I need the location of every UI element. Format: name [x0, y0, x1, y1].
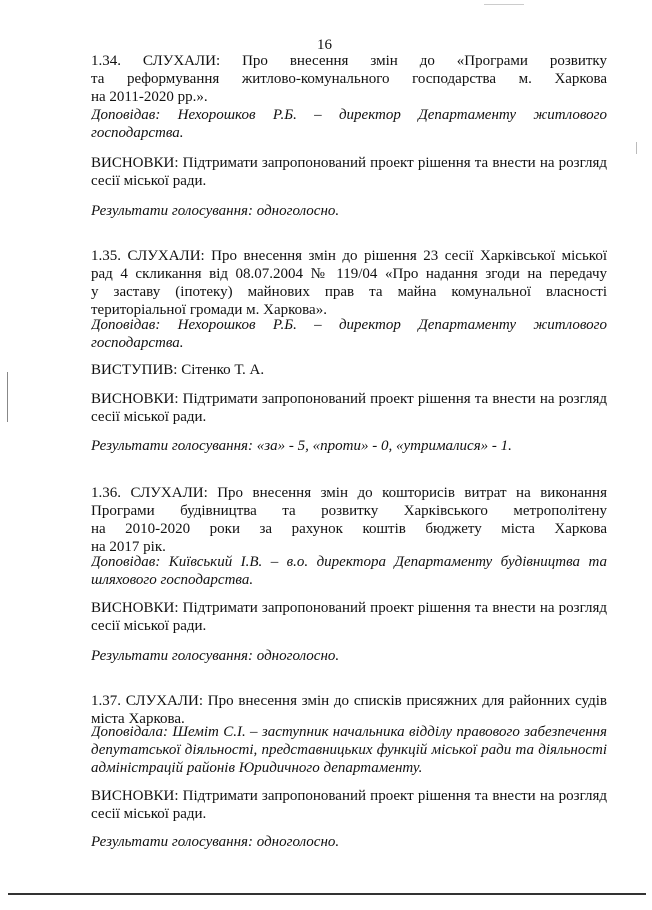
text-line: ВИСНОВКИ: Підтримати запропонований проект рішення та внести на розгляд — [91, 391, 607, 407]
vote-result — [91, 202, 607, 220]
text-line: господарства. — [91, 125, 184, 141]
text-line: ВИСНОВКИ: Підтримати запропонований проект рішення та внести на розгляд — [91, 155, 607, 171]
text-line: Результати голосування: одноголосно. — [91, 203, 340, 219]
text-line: територіальної громади м. Харкова». — [91, 302, 327, 318]
scan-margin-mark — [484, 4, 524, 5]
text-line: Доповідав: Нехорошков Р.Б. – директор Департаменту житлового — [91, 107, 607, 123]
vote-result — [91, 647, 607, 665]
text-line: депутатської діяльності, представницьких функцій міської ради та діяльності — [91, 742, 607, 758]
scan-margin-mark — [636, 142, 637, 154]
text-line: на 2010-2020 роки за рахунок коштів бюджету міста Харкова — [91, 521, 607, 537]
text-line: шляхового господарства. — [91, 572, 254, 588]
heard-text — [91, 247, 607, 319]
reporter-text — [91, 106, 607, 142]
text-line: на 2017 рік. — [91, 539, 166, 555]
text-line: адміністрацій районів Юридичного департаменту. — [91, 760, 423, 776]
text-line: сесії міської ради. — [91, 173, 207, 189]
text-line: ВИСНОВКИ: Підтримати запропонований проект рішення та внести на розгляд — [91, 600, 607, 616]
conclusion-text — [91, 787, 607, 823]
text-line: Результати голосування: одноголосно. — [91, 648, 340, 664]
page-number: 16 — [317, 37, 332, 53]
reporter-text — [91, 723, 607, 777]
text-line: 1.35. СЛУХАЛИ: Про внесення змін до рішення 23 сесії Харківської міської — [91, 248, 607, 264]
text-line: сесії міської ради. — [91, 618, 207, 634]
text-line: господарства. — [91, 335, 184, 351]
text-line: Результати голосування: «за» - 5, «проти» - 0, «утрималися» - 1. — [91, 438, 512, 454]
heard-text — [91, 52, 607, 106]
text-line: Результати голосування: одноголосно. — [91, 834, 340, 850]
vote-result — [91, 833, 607, 851]
reporter-text — [91, 553, 607, 589]
text-line: рад 4 скликання від 08.07.2004 № 119/04 «Про надання згоди на передачу — [91, 266, 607, 282]
scan-margin-mark — [7, 372, 8, 422]
text-line: 1.36. СЛУХАЛИ: Про внесення змін до кошторисів витрат на виконання — [91, 485, 607, 501]
text-line: Доповідав: Нехорошков Р.Б. – директор Департаменту житлового — [91, 317, 607, 333]
text-line: Програми будівництва та розвитку Харківського метрополітену — [91, 503, 607, 519]
text-line: ВИСНОВКИ: Підтримати запропонований проект рішення та внести на розгляд — [91, 788, 607, 804]
conclusion-text — [91, 390, 607, 426]
text-line: Доповідав: Київський І.В. – в.о. директора Департаменту будівництва та — [91, 554, 607, 570]
text-line: 1.34. СЛУХАЛИ: Про внесення змін до «Програми розвитку — [91, 53, 607, 69]
text-line: Доповідала: Шеміт С.І. – заступник начальника відділу правового забезпечення — [91, 724, 607, 740]
text-line: у заставу (іпотеку) майнових прав та майна комунальної власності — [91, 284, 607, 300]
vote-result — [91, 437, 607, 455]
text-line: сесії міської ради. — [91, 409, 207, 425]
text-line: на 2011-2020 рр.». — [91, 89, 208, 105]
conclusion-text — [91, 599, 607, 635]
text-line: міста Харкова. — [91, 711, 185, 727]
text-line: ВИСТУПИВ: Сітенко Т. А. — [91, 362, 265, 378]
reporter-text — [91, 316, 607, 352]
text-line: 1.37. СЛУХАЛИ: Про внесення змін до списків присяжних для районних судів — [91, 693, 607, 709]
text-line: та реформування житлово-комунального господарства м. Харкова — [91, 71, 607, 87]
text-line: сесії міської ради. — [91, 806, 207, 822]
speaker-text — [91, 361, 607, 379]
conclusion-text — [91, 154, 607, 190]
bottom-rule — [8, 893, 646, 895]
heard-text — [91, 484, 607, 556]
